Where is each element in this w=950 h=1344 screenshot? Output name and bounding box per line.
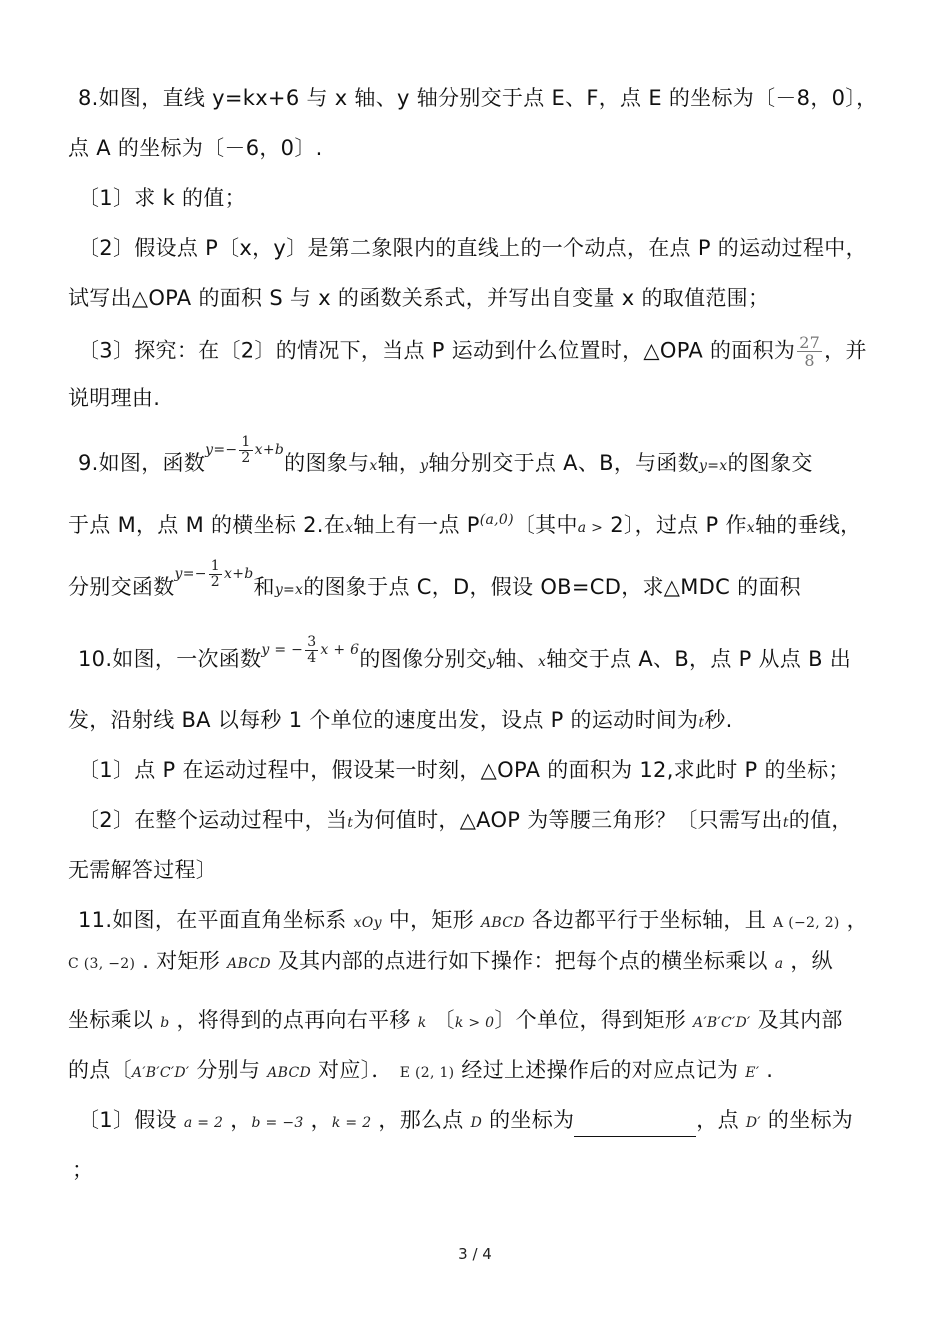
q9-line-1: 9.如图，函数$^{y=- \frac{1}{2} x+b}$的图象与x轴，y轴分别交于点 A、B，与函数y=x的图象交	[78, 433, 813, 475]
q10-line-4: 〔2〕在整个运动过程中，当t为何值时，△AOP 为等腰三角形？〔只需写出t的值，	[78, 808, 853, 832]
q10-line-1: 10.如图，一次函数$^{y = - \frac{3}{4} x + 6}$的图像分别交y轴、x轴交于点 A、B，点 P 从点 B 出	[78, 633, 852, 671]
fraction-27-8: $\frac{27}{8}$	[799, 333, 821, 370]
q9-line-2: 于点 M，点 M 的横坐标 2.在x轴上有一点 P$^{(a,0)}$〔其中a > 2〕，过点 P 作x轴的垂线，	[68, 512, 862, 537]
q8-line-7: 说明理由.	[68, 386, 161, 410]
q10-line-5: 无需解答过程〕	[68, 858, 218, 882]
q8-line-2: 点 A 的坐标为〔－6，0〕.	[68, 136, 323, 160]
q9-function-1: y=− 1 2 x+b	[205, 433, 285, 466]
q10-line-3: 〔1〕点 P 在运动过程中，假设某一时刻，△OPA 的面积为 12,求此时 P 的坐标；	[78, 758, 850, 782]
q9-line-3: 分别交函数$^{y=- \frac{1}{2} x+b}$和y=x的图象于点 C，D，假设 OB=CD，求△MDC 的面积	[68, 557, 801, 599]
q8-line-6: 〔3〕探究：在〔2〕的情况下，当点 P 运动到什么位置时，△OPA 的面积为 $\frac{27}{8}$ ，并	[78, 333, 867, 370]
page-number: 3 / 4	[458, 1245, 492, 1263]
q11-line-5: 〔1〕假设 a = 2 ，b = −3 ，k = 2 ，那么点 D 的坐标为 ，点 D′ 的坐标为	[78, 1106, 853, 1137]
q8-line-3: 〔1〕求 k 的值；	[78, 186, 246, 210]
q11-line-6: ；	[72, 1158, 94, 1182]
q8-line-5: 试写出△OPA 的面积 S 与 x 的函数关系式，并写出自变量 x 的取值范围；	[68, 286, 770, 310]
q9-function-2: y=− 1 2 x+b	[174, 557, 254, 590]
q11-line-2: C (3, −2) . 对矩形 ABCD 及其内部的点进行如下操作：把每个点的横坐标乘以 a ，纵	[68, 949, 833, 973]
q11-line-1: 11.如图，在平面直角坐标系 xOy 中，矩形 ABCD 各边都平行于坐标轴，且 A (−2, 2) ，	[78, 908, 868, 932]
q11-line-3: 坐标乘以 b ，将得到的点再向右平移 k 〔k > 0〕个单位，得到矩形 A′B′C′D′ 及其内部	[68, 1008, 843, 1032]
answer-blank[interactable]	[574, 1114, 696, 1137]
q8-line-1: 8.如图，直线 y=kx+6 与 x 轴、y 轴分别交于点 E、F，点 E 的坐标为〔－8，0〕，	[78, 86, 878, 110]
q8-line-4: 〔2〕假设点 P〔x，y〕是第二象限内的直线上的一个动点，在点 P 的运动过程中，	[78, 236, 867, 260]
q10-line-2: 发，沿射线 BA 以每秒 1 个单位的速度出发，设点 P 的运动时间为t秒.	[68, 708, 733, 732]
q11-line-4: 的点〔A′B′C′D′ 分别与 ABCD 对应〕． E (2, 1) 经过上述操作后的对应点记为 E′ .	[68, 1058, 774, 1082]
q10-function: y = − 3 4 x + 6	[261, 633, 360, 666]
